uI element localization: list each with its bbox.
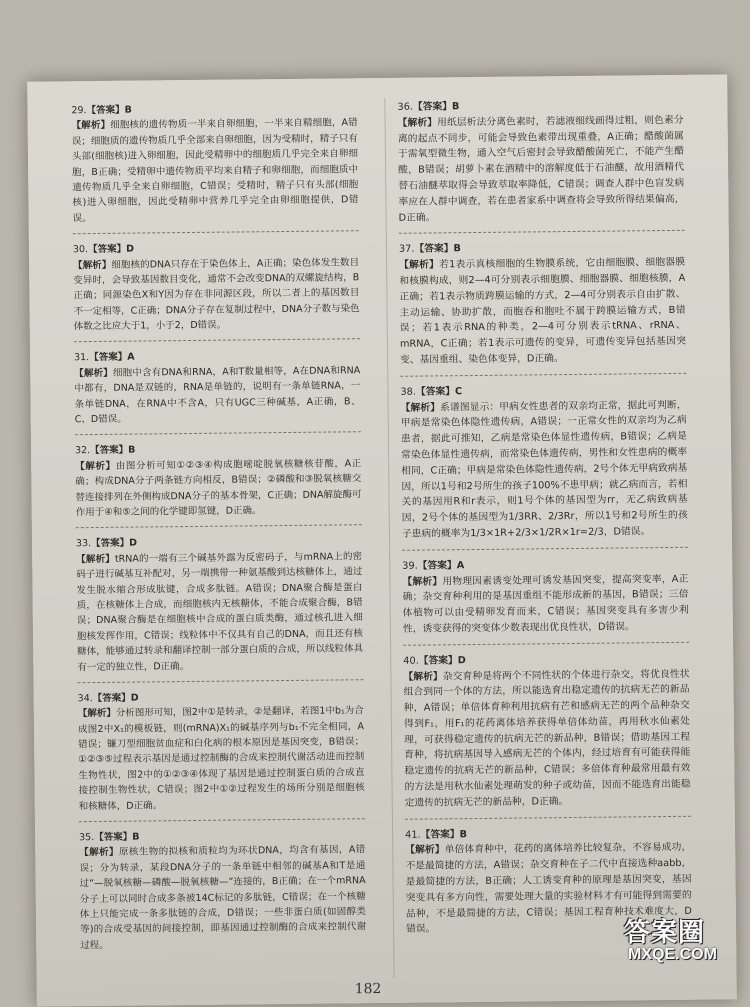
analysis-text: 分析图形可知，图2中①是转录，②是翻译，若图1中b₁为合成图2中X₁的模板链，则(mRNA)X₁的碱基序列与b₁不完全相同，A错误；镰刀型细胞贫血症和白化病的根本原因是基因突变，B错误；①②③⑤过程表示基因是通过控制酶的合成来控制代谢活动进而控制生物性状，图2中的①②③④体现了基因是通过控制蛋白质的合成直接控制生物性状，C错误；图2中①②过程发生的场所分别是细胞核和核糖体，D正确。 — [78, 705, 365, 811]
question-item — [400, 382, 688, 551]
analysis-label: 【解析】 — [405, 845, 445, 856]
left-column — [71, 100, 366, 968]
answer-label: 【答案】B — [413, 101, 460, 112]
watermark-text: 答案圈 — [624, 912, 705, 949]
question-number: 31. — [74, 353, 89, 364]
right-column — [397, 97, 692, 953]
analysis-text: 原核生物的拟核和质粒均为环状DNA，均含有基因，A错误；分为转录，某段DNA分子的一条单链中相邻的碱基A和T是通过“—脱氧核糖—磷酸—脱氧核糖—”连接的，B正确；在一个mRNA分子上可以同时合成多条被14C标记的多肽链，C错误；在一个核糖体上只能完成一条多肽链的合成，D错误；一些非蛋白质(如固醇类等)的合成受基因的间接控制，即基因通过控制酶的合成来控制代谢过程。 — [79, 845, 366, 951]
watermark-url: MXQE.COM — [628, 946, 717, 964]
question-item — [399, 239, 686, 376]
analysis-text: 用物理因素诱变处理可诱发基因突变，提高突变率，A正确；杂交育种利用的是基因重组不能形成新的基因，B错误；三倍体植物可以由受精卵发育而来，C错误；基因突变具有多害少利性，诱变获得的突变体少数表现出优良性状，D错误。 — [403, 573, 689, 634]
analysis-label: 【解析】 — [76, 554, 115, 565]
analysis-text: 单倍体育种中，花药的离体培养比较复杂，不容易成功，不是最简捷的方法，A错误；杂交育种在子二代中直接选种aabb，是最简捷的方法，B正确；人工诱变育种的原理是基因突变，基因突变具有多方向性，需要处理大量的实验材料才有可能得到需要的品种，不是最简捷的方法，C错误；基因工程育种技术难度大，D错误。 — [405, 842, 692, 935]
question-item — [74, 348, 361, 436]
analysis-label: 【解析】 — [79, 847, 119, 858]
analysis-text: 细胞中含有DNA和RNA，A和T数量相等，A在DNA和RNA中都有，DNA是双链的，RNA是单链的，说明有一条单链RNA，一条单链DNA，在RNA中不含A，只有UGC三种碱基，A正确，B、C、D错误。 — [74, 365, 360, 425]
answer-label: 【答案】D — [88, 244, 134, 255]
question-item — [402, 556, 689, 646]
answer-label: 【答案】A — [418, 560, 465, 571]
question-item — [76, 534, 364, 684]
answer-label: 【答案】B — [414, 244, 461, 255]
question-item — [73, 239, 360, 342]
question-number: 39. — [402, 560, 418, 571]
answer-label: 【答案】D — [91, 538, 137, 549]
analysis-label: 【解析】 — [399, 260, 439, 271]
question-number: 37. — [399, 244, 415, 255]
question-number: 32. — [75, 445, 90, 456]
question-item — [71, 100, 358, 234]
analysis-label: 【解析】 — [402, 576, 442, 587]
analysis-text: 由图分析可知①②③④构成胞嘧啶脱氧核糖核苷酸，A正确；构成DNA分子两条链方向相反，B错误；②磷酸和③脱氧核糖交替连接排列在外侧构成DNA分子的基本骨架，C正确；DNA解旋酶可作用于④和⑤之间的化学键即氢键，D正确。 — [75, 458, 361, 518]
analysis-label: 【解析】 — [401, 402, 441, 413]
analysis-text: tRNA的一端有三个碱基外露为反密码子，与mRNA上的密码子进行碱基互补配对，另一端携带一种氨基酸到达核糖体上，通过发生脱水缩合形成肽键，合成多肽链。A错误；DNA聚合酶是蛋白质，在核糖体上合成，而细胞核内无核糖体，不能合成聚合酶，B错误；DNA聚合酶是在细胞核中合成的蛋白质类酶，通过核孔进入细胞核发挥作用，C错误；线粒体中不仅具有自己的DNA，而且还有核糖体，能够通过转录和翻译控制一部分蛋白质的合成，所以线粒体具有一定的独立性，D正确。 — [76, 551, 363, 673]
question-number: 34. — [78, 693, 93, 704]
question-number: 41. — [405, 829, 421, 840]
question-item — [397, 97, 684, 234]
answer-label: 【答案】B — [94, 832, 139, 843]
analysis-text: 细胞核的遗传物质一半来自卵细胞，一半来自精细胞，A错误；细胞质的遗传物质几乎全部来自卵细胞，因为受精时，精子只有头部(细胞核)进入卵细胞，因此受精卵中的细胞质几乎完全来自卵细胞，B正确；受精卵中遗传物质平均来自精子和卵细胞，而细胞质中遗传物质几乎全来自卵细胞，C错误；受精时，精子只有头部(细胞核)进入卵细胞，因此受精卵中营养几乎完全由卵细胞提供，D错误。 — [72, 118, 359, 224]
analysis-label: 【解析】 — [72, 120, 111, 131]
answer-label: 【答案】B — [421, 829, 468, 840]
analysis-text: 系谱图显示：甲病女性患者的双亲均正常，据此可判断，甲病是常染色体隐性遗传病，A错误；一正常女性的双亲均为乙病患者，据此可推知，乙病是常染色体显性遗传病，B错误；乙病是常染色体显性遗传病，而常染色体遗传病，男性和女性患病的概率相同，C正确；甲病是常染色体隐性遗传病，2号个体无甲病致病基因，所以1号和2号所生的孩子100%不患甲病；就乙病而言，若相关的基因用R和r表示，则1号个体的基因型为rr，无乙病致病基因，2号个体的基因型为1/3RR、2/3Rr，所以1号和2号所生的孩子患病的概率为1/3×1R+2/3×1/2R×1r=2/3，D错误。 — [401, 399, 688, 539]
answer-label: 【答案】D — [419, 655, 466, 666]
analysis-label: 【解析】 — [78, 708, 116, 719]
question-number: 29. — [71, 105, 86, 116]
analysis-text: 杂交育种是将两个不同性状的个体进行杂交，将优良性状组合到同一个体的方法，所以能选育出稳定遗传的抗病无芒的新品种，A错误；单倍体育种利用抗病有芒和感病无芒的两个品种杂交得到F₁，用F₁的花药离体培养获得单倍体幼苗，再用秋水仙素处理，可获得稳定遗传的抗病无芒的新品种，B错误；借助基因工程育种，将抗病基因导入感病无芒的个体内，经过培育有可能获得能稳定遗传的抗病无芒的新品种，C错误；多倍体育种最常用最有效的方法是用秋水仙素处理萌发的种子或幼苗，因而不能选育出能稳定遗传的抗病无芒的新品种，D正确。 — [404, 668, 691, 808]
analysis-label: 【解析】 — [75, 461, 116, 472]
question-number: 30. — [73, 244, 88, 255]
answer-label: 【答案】D — [93, 692, 139, 703]
analysis-text: 细胞核的DNA只存在于染色体上，A正确；染色体发生数目变异时，会导致基因数目变化，通常不会改变DNA的双螺旋结构，B正确；同源染色X和Y因为存在非同源区段，所以二者上的基因数目不一定相等，C正确；DNA分子存在复制过程中，DNA分子数与染色体数之比应大于1，小于2，D错误。 — [73, 257, 359, 333]
question-item — [79, 827, 366, 960]
question-number: 36. — [397, 102, 413, 113]
question-number: 35. — [79, 832, 94, 843]
question-number: 40. — [403, 655, 419, 666]
analysis-label: 【解析】 — [398, 117, 438, 128]
analysis-text: 用纸层析法分离色素时，若滤液细线画得过粗，则色素分离的起点不同步，可能会导致色素带出现重叠，A正确；醋酸菌属于需氧型微生物，通入空气后密封会导致醋酸菌死亡，不能产生醋酸，B错误；胡萝卜素在酒精中的溶解度低于石油醚，故用酒精代替石油醚萃取得会导致萃取率降低，C错误；调查人群中色盲发病率应在人群中调查，若在患者家系中调查将会导致所得结果偏高，D正确。 — [398, 115, 685, 224]
analysis-text: 若1表示真核细胞的生物膜系统，它由细胞膜、细胞器膜和核膜构成，则2—4可分别表示细胞膜、细胞器膜、细胞核膜，A正确；若1表示物质跨膜运输的方式，2—4可分别表示自由扩散、主动运输、协助扩散，而胞吞和胞吐不属于跨膜运输方式，B错误；若1表示RNA的种类，2—4可分别表示tRNA、rRNA、mRNA，C正确；若1表示可遗传的变异，可遗传变异包括基因突变、基因重组、染色体变异，D正确。 — [399, 257, 686, 366]
page-number: 182 — [355, 981, 382, 997]
question-item — [403, 650, 691, 819]
answer-label: 【答案】A — [89, 352, 134, 363]
analysis-label: 【解析】 — [403, 671, 443, 682]
answer-label: 【答案】B — [90, 445, 135, 456]
column-divider — [384, 98, 394, 978]
question-item — [75, 441, 362, 529]
answer-label: 【答案】C — [416, 386, 462, 397]
analysis-label: 【解析】 — [74, 368, 113, 379]
document-page — [27, 74, 737, 1006]
question-item — [78, 688, 365, 822]
analysis-label: 【解析】 — [73, 259, 111, 270]
answer-label: 【答案】B — [87, 105, 132, 116]
watermark-logo — [624, 912, 736, 972]
question-number: 38. — [400, 386, 416, 397]
question-number: 33. — [76, 538, 91, 549]
